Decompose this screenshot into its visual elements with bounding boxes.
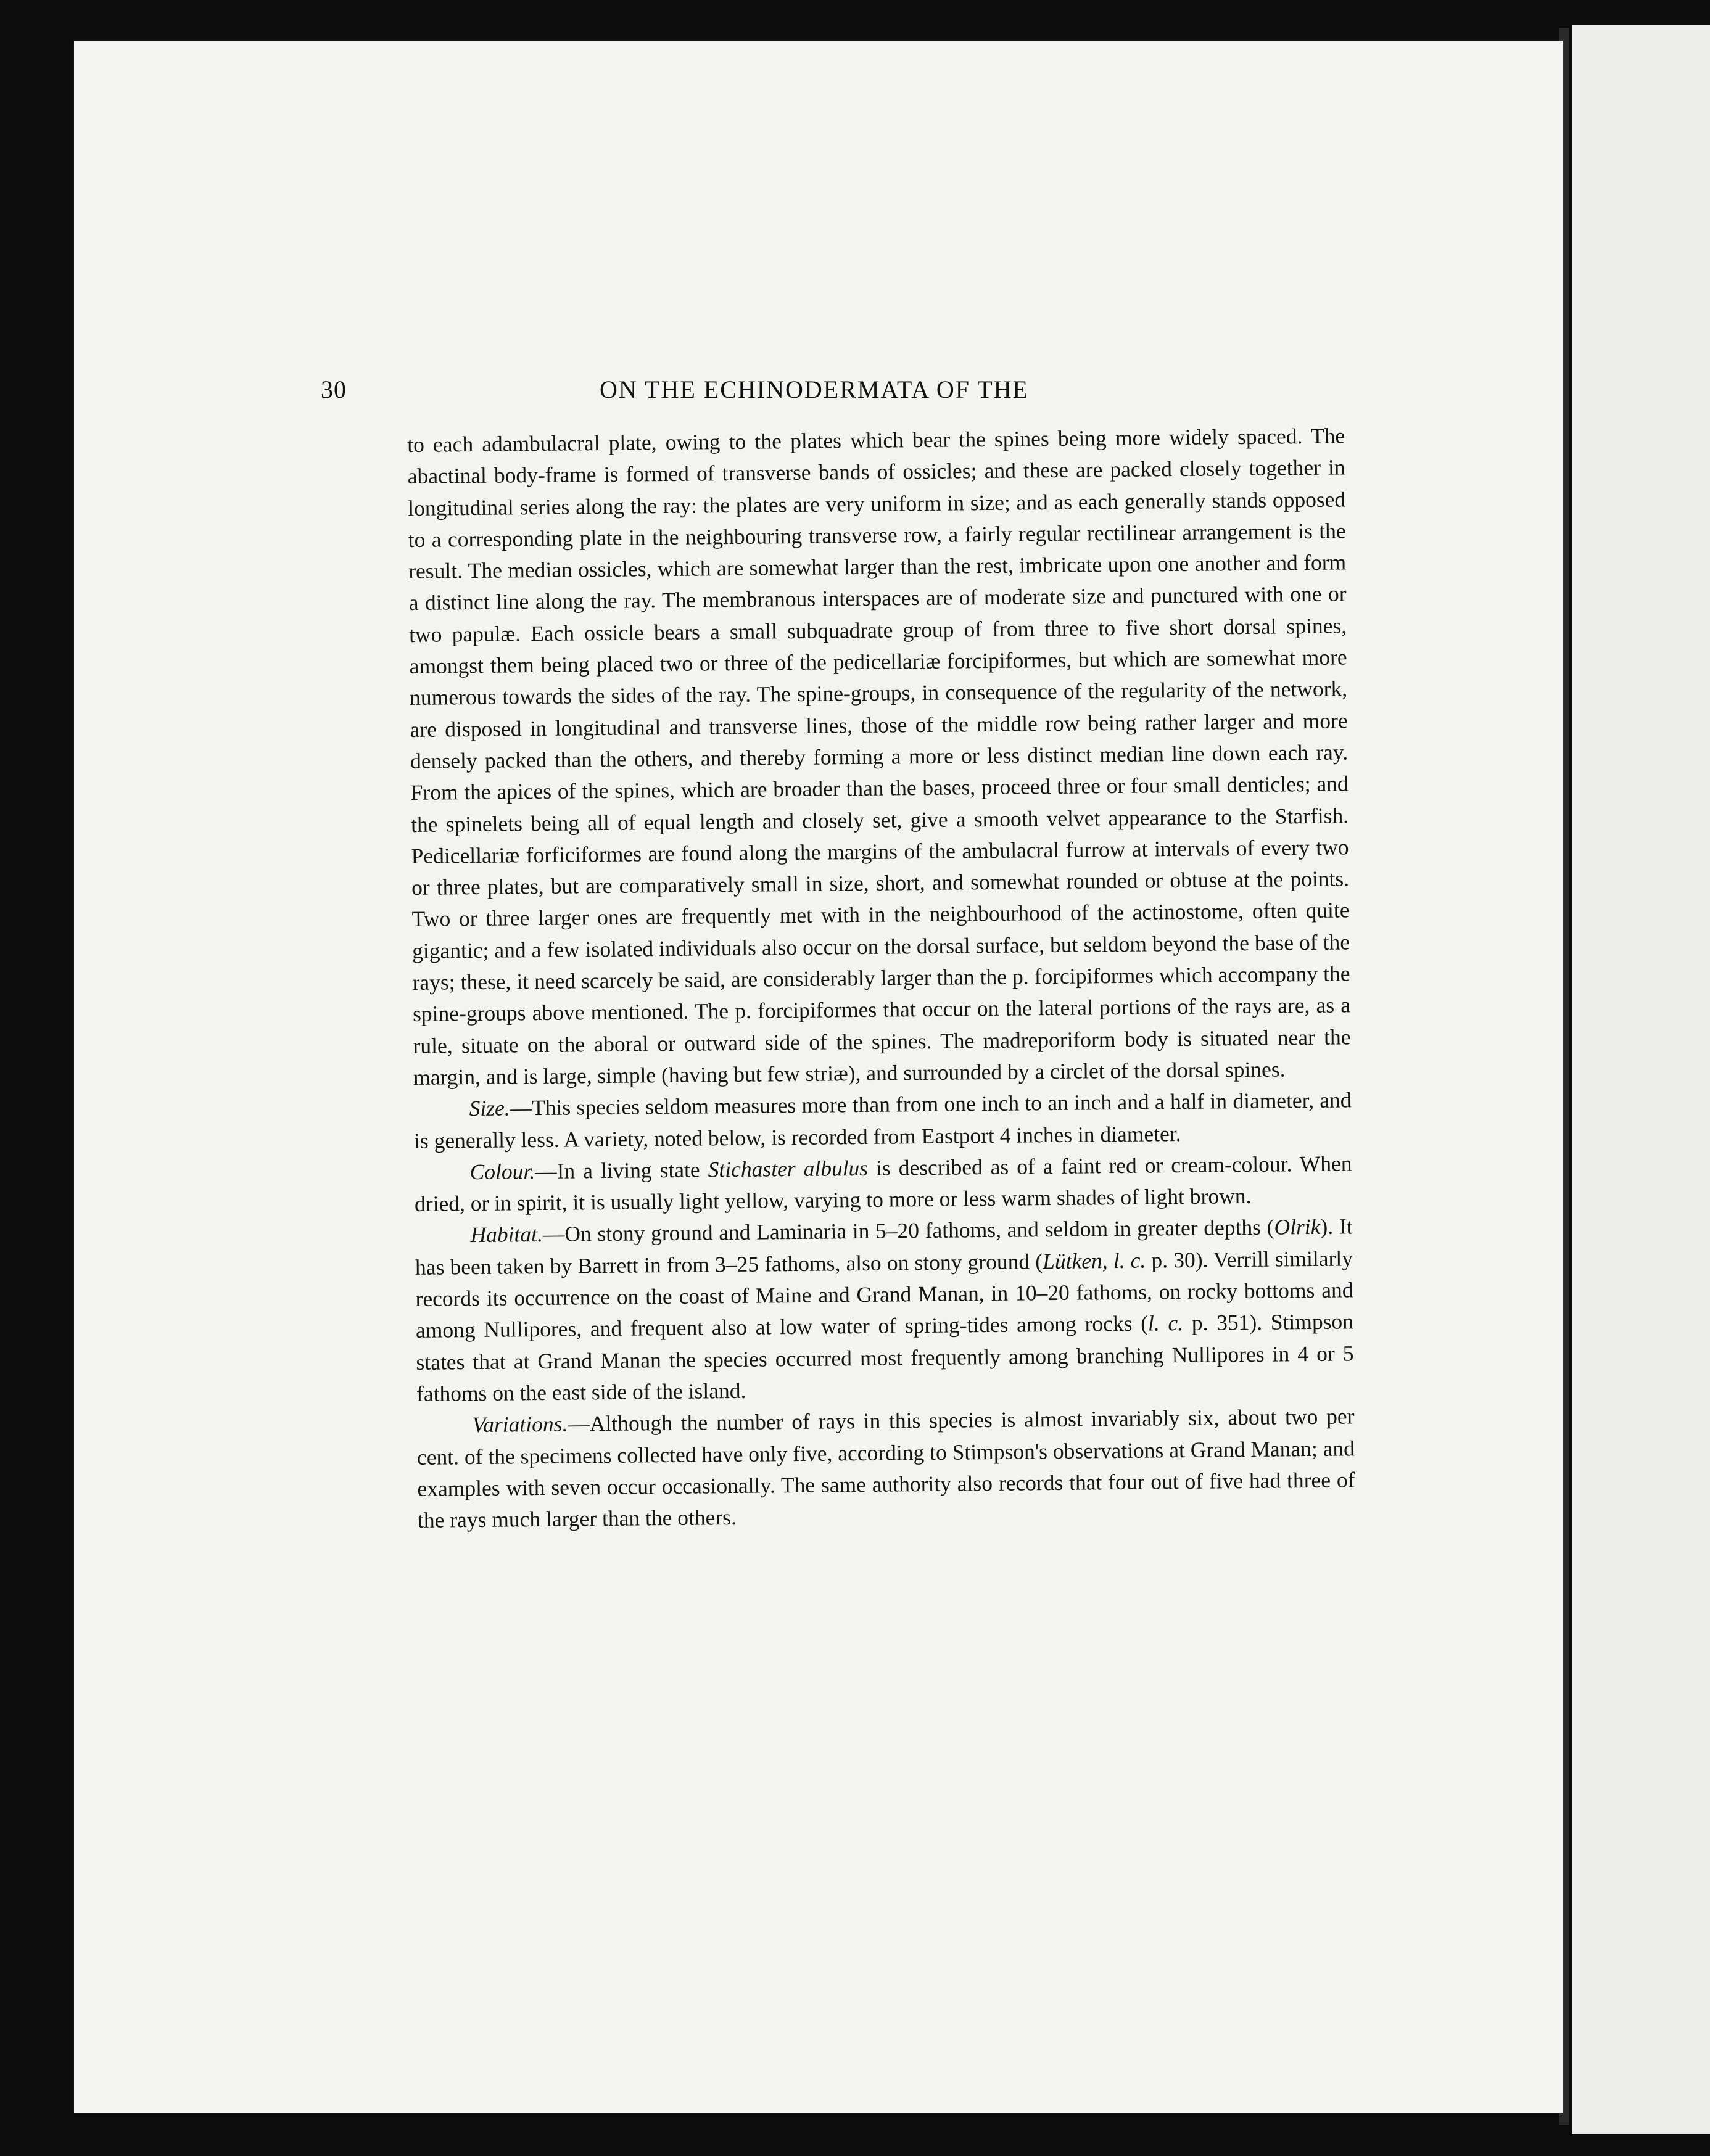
paragraph-anatomy bbox=[407, 420, 1351, 1093]
paragraph-size bbox=[413, 1085, 1352, 1157]
italic-run: Olrik bbox=[1274, 1214, 1321, 1240]
text-run: p. 30). Verrill similarly records its occurrence on the coast of Maine and Grand Manan, in 10–20 fathoms, on rocky bottoms and among Nullipores, and frequent also at low water of spring-tides among rocks ( bbox=[415, 1246, 1353, 1343]
text-run: —In a living state bbox=[534, 1157, 708, 1183]
italic-run: Stichaster albulus bbox=[708, 1155, 869, 1182]
italic-run: Colour. bbox=[469, 1158, 535, 1184]
running-head: ON THE ECHINODERMATA OF THE bbox=[600, 376, 1029, 403]
italic-run: Habitat. bbox=[470, 1222, 543, 1248]
text-run: p. 351). Stimpson states that at Grand Manan the species occurred most frequently among branching Nullipores in 4 or 5 fathoms on the east side of the island. bbox=[416, 1309, 1354, 1406]
text-run: —This species seldom measures more than from one inch to an inch and a half in diameter, and is generally less. A variety, noted below, is recorded from Eastport 4 inches in diameter. bbox=[413, 1087, 1352, 1153]
paragraph-habitat bbox=[415, 1211, 1354, 1410]
text-run: is described as of a faint red or cream-colour. When dried, or in spirit, it is usually light yellow, varying to more or less warm shades of light brown. bbox=[414, 1151, 1352, 1217]
italic-run: Size. bbox=[469, 1095, 510, 1121]
text-run: ). It has been taken by Barrett in from 3–25 fathoms, also on stony ground ( bbox=[415, 1214, 1353, 1280]
page-header bbox=[321, 375, 1431, 418]
adjacent-page-edge bbox=[1572, 25, 1710, 2134]
italic-run: l. c. bbox=[1147, 1310, 1184, 1336]
paragraph-variations bbox=[416, 1401, 1355, 1537]
italic-run: Lütken, l. c. bbox=[1042, 1248, 1146, 1273]
italic-run: Variations. bbox=[472, 1411, 568, 1438]
text-run: —Although the number of rays in this species is almost invariably six, about two per cent. of the specimens collected have only five, according to Stimpson's observations at Grand Manan; and examples with seven occur occasionally. The same authority also records that four out of five had three of the rays much larger than the others. bbox=[416, 1404, 1355, 1533]
paragraph-colour bbox=[414, 1148, 1352, 1220]
page-number: 30 bbox=[321, 376, 347, 403]
text-run: —On stony ground and Laminaria in 5–20 fathoms, and seldom in greater depths ( bbox=[542, 1214, 1274, 1247]
body-text bbox=[407, 420, 1355, 1536]
text-run: to each adambulacral plate, owing to the plates which bear the spines being more widely spaced. The abactinal body-frame is formed of transverse bands of ossicles; and these are packed closely together in longitudinal series along the ray: the plates are very uniform in size; and as each generally stands opposed to a corresponding plate in the neighbouring transverse row, a fairly regular rectilinear arrangement is the result. The median ossicles, which are somewhat larger than the rest, imbricate upon one another and form a distinct line along the ray. The membranous interspaces are of moderate size and punctured with one or two papulæ. Each ossicle bears a small subquadrate group of from three to five short dorsal spines, amongst them being placed two or three of the pedicellariæ forcipiformes, but which are somewhat more numerous towards the sides of the ray. The spine-groups, in consequence of the regularity of the network, are disposed in longitudinal and transverse lines, those of the middle row being rather larger and more densely packed than the others, and thereby forming a more or less distinct median line down each ray. From the apices of the spines, which are broader than the bases, proceed three or four small denticles; and the spinelets being all of equal length and closely set, give a smooth velvet appearance to the Starfish. Pedicellariæ forficiformes are found along the margins of the ambulacral furrow at intervals of every two or three plates, but are comparatively small in size, short, and somewhat rounded or obtuse at the points. Two or three larger ones are frequently met with in the neighbourhood of the actinostome, often quite gigantic; and a few isolated individuals also occur on the dorsal surface, but seldom beyond the base of the rays; these, it need scarcely be said, are considerably larger than the p. forcipiformes which accompany the spine-groups above mentioned. The p. forcipiformes that occur on the lateral portions of the rays are, as a rule, situate on the aboral or outward side of the spines. The madreporiform body is situated near the margin, and is large, simple (having but few striæ), and surrounded by a circlet of the dorsal spines. bbox=[407, 423, 1351, 1090]
